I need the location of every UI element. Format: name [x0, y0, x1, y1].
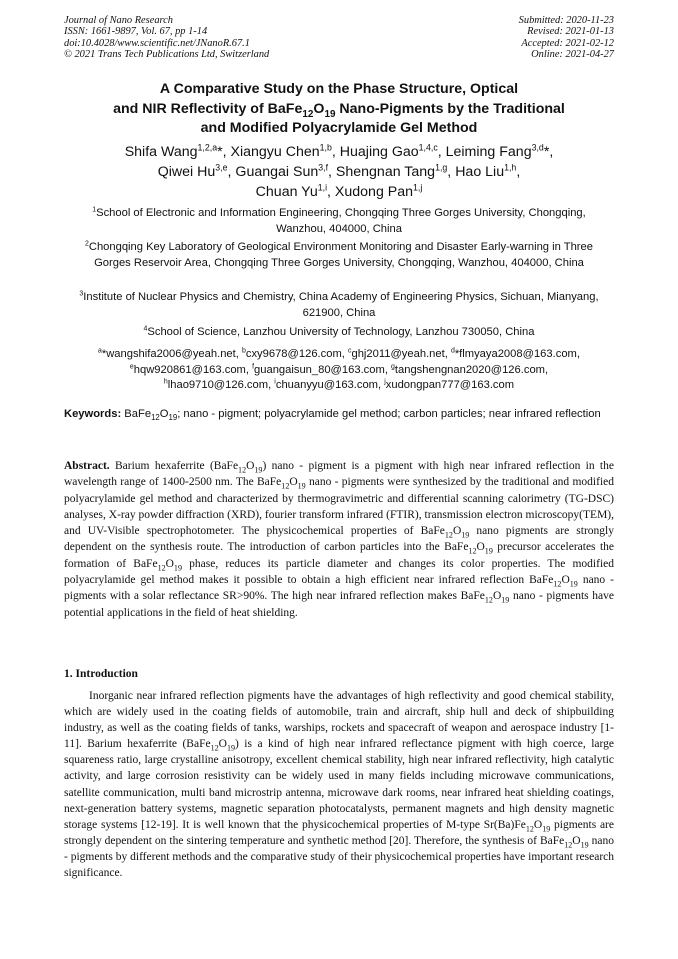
- author-separator: ,: [549, 144, 554, 160]
- author: [334, 181, 423, 200]
- formula-subscript: 19: [226, 743, 235, 753]
- affiliation-number: 4: [143, 325, 148, 333]
- abstract-label: Abstract.: [64, 460, 110, 472]
- abstract-text: O: [246, 460, 255, 472]
- email-line: [70, 378, 608, 394]
- title-text: Nano-Pigments by the Traditional: [335, 100, 565, 117]
- abstract-text: O: [165, 557, 174, 570]
- affiliation-text: School of Science, Lanzhou University of Technology, Lanzhou 730050, China: [147, 326, 535, 338]
- author: [235, 164, 336, 180]
- email-sup: a: [98, 347, 102, 355]
- email-sup: h: [163, 378, 168, 386]
- formula-subscript: 12: [157, 563, 166, 573]
- abstract-text: O: [492, 590, 502, 603]
- author-separator: ,: [516, 163, 521, 180]
- formula-subscript: 12: [210, 743, 219, 753]
- author-affiliation-sup: 1,i: [317, 181, 328, 192]
- affiliation-number: 1: [92, 206, 97, 214]
- keyword-text: BaFe: [121, 408, 152, 420]
- email-sup: e: [129, 362, 134, 370]
- author: [340, 144, 446, 160]
- abstract-text: O: [289, 476, 298, 489]
- affiliation-text: School of Electronic and Information Engineering, Chongqing Three Gorges University, Chongqing, Wanzhou, 404000, China: [96, 207, 586, 235]
- affiliation-number: 3: [79, 290, 84, 298]
- email-sup: b: [241, 347, 246, 355]
- abstract-text: nano - pigments with a solar reflectance SR>90%. The high near infrared reflection makes BaFe: [64, 574, 614, 603]
- formula-subscript: 12: [525, 824, 534, 834]
- email-address: chuanyyu@163.com,: [275, 379, 385, 392]
- title-line-3: and Modified Polyacrylamide Gel Method: [200, 120, 478, 136]
- author-affiliation-sup: 3,f: [318, 162, 329, 173]
- author-line: [64, 163, 614, 183]
- email-address: *wangshifa2006@yeah.net,: [101, 348, 242, 360]
- journal-header-left: [64, 15, 269, 61]
- formula-subscript: 19: [461, 530, 470, 540]
- email-line: [70, 363, 608, 379]
- author: [231, 144, 340, 160]
- formula-subscript: 19: [173, 563, 182, 573]
- author: [125, 144, 231, 160]
- author-separator: ,: [327, 183, 335, 200]
- formula-subscript: 19: [569, 579, 578, 589]
- email-list: [70, 347, 608, 394]
- date-accepted: Accepted: 2021-02-12: [521, 37, 614, 49]
- journal-issn: ISSN: 1661-9897, Vol. 67, pp 1-14: [64, 26, 208, 38]
- body-text: pigments are strongly dependent on the sintering temperature and synthetic method [20]. Therefore, the synthesis of BaFe: [64, 818, 614, 847]
- body-text: Inorganic near infrared reflection pigments have the advantages of high reflectivity and good chemical stability, which are widely used in the coating fields of automobile, train and aircraft, ship hull and deck of shipbuilding industry, as well as the coating fields of tanks, warships, rockets and spacecraft of weapon and aerospace industry [1-11]. Barium hexaferrite (BaFe: [64, 690, 614, 751]
- author-separator: ,: [447, 163, 456, 180]
- body-text: O: [533, 818, 543, 831]
- introduction-paragraph: [64, 688, 614, 881]
- title-subscript: 12: [302, 108, 314, 120]
- affiliation-3: [70, 290, 608, 321]
- formula-subscript: 12: [238, 465, 247, 475]
- abstract-text: nano - pigments were synthesized by the traditional and modified polyacrylamide gel method and characterized by thermogravimetric and differential scanning calorimetry (TG-DSC) analyses, X-ray powder diffraction (XRD), fourier transform infrared (FTIR), transmission electron microscopy(TEM), and UV-Visible spectrophotometer. The physicochemical properties of BaFe: [64, 476, 615, 538]
- title-line-1: A Comparative Study on the Phase Structure, Optical: [159, 81, 519, 97]
- abstract: [64, 458, 614, 621]
- author-name: Qiwei Hu: [157, 163, 216, 180]
- author-affiliation-sup: 1,g: [435, 162, 448, 173]
- journal-name: Journal of Nano Research: [64, 15, 173, 26]
- author-name: Hao Liu: [455, 163, 505, 180]
- formula-subscript: 19: [501, 595, 510, 605]
- body-text: ) is a kind of high near infrared reflectance pigment with high coerce, large squareness ratio, large crystalline anisotropy, excellent chemical stability, high near infrared reflectivity, high catalytic activity, and large corrosion resistivity can be widely used in many fields including microwave communications, satellite communication, multi band microstrip antenna, microwave dark rooms, near infrared heat shielding coatings, next-generation battery systems, magnetic separation photocatalysts, permanent magnets and high density magnetic storage systems [12-19]. It is well known that the physicochemical properties of M-type Sr(Ba)Fe: [64, 738, 614, 831]
- abstract-text: O: [476, 541, 485, 554]
- email-address: tangshengnan2020@126.com,: [394, 363, 549, 376]
- author-affiliation-sup: 3,d: [531, 142, 544, 153]
- author-separator: ,: [328, 163, 336, 180]
- date-submitted: Submitted: 2020-11-23: [518, 15, 614, 26]
- formula-subscript: 12: [564, 840, 573, 850]
- abstract-text: O: [561, 574, 570, 587]
- affiliation-2: [70, 240, 608, 271]
- journal-doi: doi:10.4028/www.scientific.net/JNanoR.67.1: [64, 37, 250, 49]
- author-list: [64, 143, 614, 202]
- author-separator: ,: [227, 163, 236, 180]
- email-sup: f: [252, 362, 255, 370]
- email-address: *flmyaya2008@163.com,: [454, 348, 580, 360]
- author-affiliation-sup: 3,e: [215, 162, 228, 173]
- author-name: Chuan Yu: [255, 183, 318, 200]
- formula-subscript: 12: [553, 579, 562, 589]
- author-name: Guangai Sun: [235, 163, 319, 180]
- author: [158, 164, 236, 180]
- abstract-text: ) nano - pigment is a pigment with high near infrared reflection in the wavelength range of 1400-2500 nm. The BaFe: [64, 460, 614, 489]
- keyword-text: O: [159, 408, 169, 420]
- abstract-text: nano pigments are strongly dependent on the synthesis route. The introduction of carbon particles into the BaFe: [64, 525, 614, 554]
- author: [336, 164, 455, 180]
- title-text: O: [313, 100, 325, 117]
- title-line-2: [64, 100, 614, 120]
- affiliation-number: 2: [85, 240, 89, 248]
- author-affiliation-sup: 1,h: [504, 162, 517, 173]
- formula-subscript: 19: [542, 824, 551, 834]
- author-affiliation-sup: 1,2,a: [197, 142, 218, 153]
- formula-subscript: 19: [254, 465, 263, 475]
- affiliation-text: Chongqing Key Laboratory of Geological Environment Monitoring and Disaster Early-warning in Three Gorges Reservoir Area, Chongqing Three Gorges University, Chongqing, Wanzhou, 404000, China: [88, 241, 593, 269]
- body-text: O: [218, 738, 227, 751]
- corresponding-mark: *: [543, 144, 550, 160]
- affiliation-1: [70, 206, 608, 237]
- formula-subscript: 12: [444, 530, 453, 540]
- formula-subscript: 12: [468, 546, 477, 556]
- title-subscript: 19: [324, 108, 336, 120]
- email-line: [70, 347, 608, 363]
- keyword-subscript: 19: [168, 413, 178, 423]
- author-separator: ,: [222, 144, 231, 160]
- email-address: guangaisun_80@163.com,: [254, 363, 392, 376]
- email-sup: c: [348, 347, 352, 355]
- email-address: lhao9710@126.com,: [167, 379, 275, 392]
- date-online: Online: 2021-04-27: [531, 49, 614, 61]
- author-affiliation-sup: 1,j: [413, 181, 423, 192]
- author-line: [64, 143, 614, 163]
- keyword-text: ; nano - pigment; polyacrylamide gel method; carbon particles; near infrared reflection: [177, 408, 601, 420]
- affiliation-4: [70, 325, 608, 341]
- email-sup: j: [384, 378, 386, 386]
- abstract-text: Barium hexaferrite (BaFe: [109, 460, 239, 472]
- formula-subscript: 12: [484, 595, 493, 605]
- author-name: Shengnan Tang: [335, 163, 436, 180]
- author-affiliation-sup: 1,b: [319, 142, 332, 153]
- author-line: [64, 183, 614, 203]
- abstract-text: O: [452, 525, 462, 538]
- author-affiliation-sup: 1,4,c: [418, 142, 438, 153]
- formula-subscript: 12: [281, 481, 290, 491]
- email-address: cxy9678@126.com,: [245, 348, 348, 360]
- email-sup: d: [450, 347, 455, 355]
- formula-subscript: 19: [580, 840, 589, 850]
- keyword-subscript: 12: [151, 413, 160, 423]
- date-revised: Revised: 2021-01-13: [527, 26, 614, 38]
- title-text: and NIR Reflectivity of BaFe: [113, 100, 303, 117]
- corresponding-mark: *: [217, 144, 223, 160]
- formula-subscript: 19: [297, 481, 306, 491]
- section-heading-introduction: 1. Introduction: [64, 668, 138, 680]
- abstract-text: nano - pigments have potential applications in the field of heat shielding.: [64, 590, 614, 619]
- author-name: Xudong Pan: [334, 183, 414, 200]
- formula-subscript: 19: [484, 546, 493, 556]
- body-text: nano - pigments by different methods and the comparative study of their physicochemical properties have important research significance.: [64, 834, 615, 880]
- author-separator: ,: [437, 144, 446, 160]
- author-name: Leiming Fang: [445, 144, 532, 160]
- journal-copyright: © 2021 Trans Tech Publications Ltd, Switzerland: [64, 49, 270, 61]
- abstract-text: precursor accelerates the formation of BaFe: [64, 541, 614, 570]
- paper-title: [64, 80, 614, 139]
- email-sup: i: [274, 378, 276, 386]
- author-name: Xiangyu Chen: [230, 144, 320, 160]
- body-text: O: [572, 834, 581, 847]
- email-address: xudongpan777@163.com: [385, 379, 515, 392]
- email-address: ghj2011@yeah.net,: [351, 348, 451, 360]
- author-name: Huajing Gao: [339, 144, 419, 160]
- author: [255, 181, 335, 200]
- author-name: Shifa Wang: [124, 144, 198, 160]
- affiliation-text: Institute of Nuclear Physics and Chemistry, China Academy of Engineering Physics, Sichuan, Mianyang, 621900, China: [83, 291, 599, 319]
- email-sup: g: [391, 362, 395, 370]
- email-address: hqw920861@163.com,: [133, 363, 253, 376]
- keywords-label: Keywords:: [64, 408, 122, 420]
- abstract-text: phase, reduces its particle diameter and changes its color properties. The modified polyacrylamide gel method makes it possible to obtain a high efficient near infrared reflection BaFe: [64, 557, 615, 587]
- author-separator: ,: [331, 144, 340, 160]
- author: [455, 164, 520, 180]
- author: [446, 144, 554, 160]
- journal-header-right: [519, 15, 614, 61]
- keywords: [64, 407, 614, 422]
